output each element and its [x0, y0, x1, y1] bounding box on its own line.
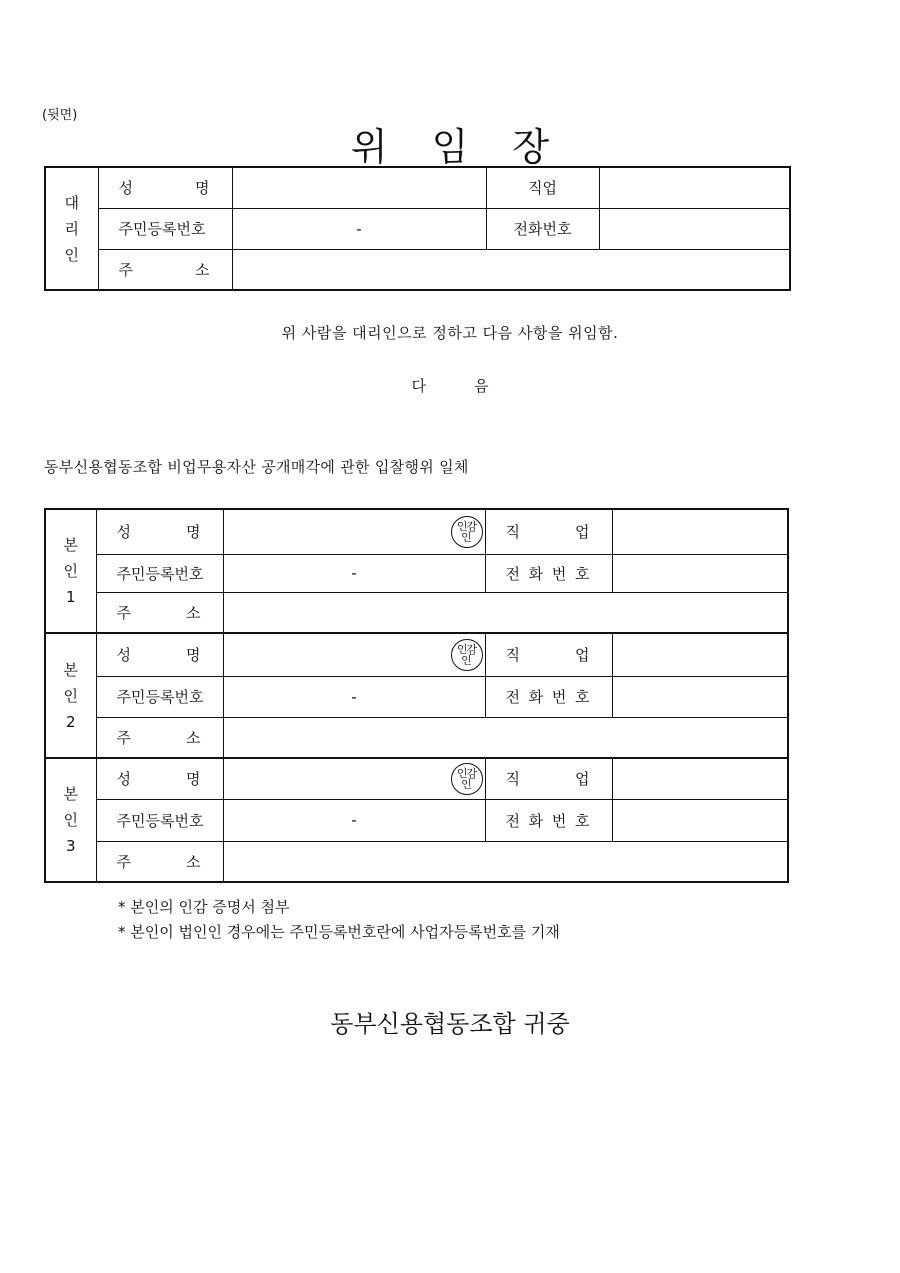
principal-3-name-label [96, 758, 223, 799]
heading-char: 음 [474, 377, 489, 395]
label-char: 화 [528, 564, 544, 583]
principal-3-job-field[interactable] [612, 758, 788, 799]
principal-1-job-label [485, 509, 612, 554]
principal-2-phone-field[interactable] [612, 676, 788, 717]
agent-rrn-label: 주민등록번호 [98, 208, 232, 249]
addressee: 동부신용협동조합 귀중 [330, 1010, 570, 1038]
label-char: 주 [116, 728, 131, 747]
agent-rrn-field[interactable]: - [232, 208, 486, 249]
principal-3-rrn-field[interactable]: - [223, 799, 485, 841]
label-char: 직 [505, 770, 520, 789]
label-char: 전 [505, 688, 520, 706]
principal-1-rrn-field[interactable]: - [223, 554, 485, 592]
label-char: 성 [116, 523, 131, 542]
label-char: 명 [186, 770, 201, 789]
label-char: 전 [505, 564, 520, 583]
title-char: 위 [350, 125, 388, 169]
agent-job-field[interactable] [599, 167, 790, 208]
label-char: 전 [505, 811, 520, 830]
seal-text: 인감 [456, 766, 477, 780]
label-char: 화 [528, 811, 544, 830]
principal-2-name-label [96, 633, 223, 676]
principal-1-phone-field[interactable] [612, 554, 788, 592]
principal-3-side-label [45, 758, 96, 882]
principal-3-address-field[interactable] [223, 841, 788, 882]
label-char: 번 [551, 811, 567, 830]
side-char: 본 [63, 536, 78, 554]
label-char: 화 [528, 688, 544, 706]
label-char: 주 [116, 603, 131, 622]
seal-text: 인감 [456, 519, 477, 533]
label-char: 번 [551, 564, 567, 583]
label-char: 성 [116, 770, 131, 789]
principal-3-phone-field[interactable] [612, 799, 788, 841]
agent-job-label: 직업 [486, 167, 599, 208]
side-char: 본 [63, 660, 78, 679]
agent-side-label [45, 167, 98, 290]
label-char: 소 [186, 728, 201, 747]
agent-table [44, 166, 791, 291]
label-char: 호 [574, 688, 590, 706]
principal-1-side-label [45, 509, 96, 633]
principal-2-job-field[interactable] [612, 633, 788, 676]
agent-address-field[interactable] [232, 249, 790, 290]
seal-text: 인 [461, 777, 472, 791]
note-seal-certificate: * 본인의 인감 증명서 첨부 [118, 898, 290, 916]
label-char: 번 [551, 688, 567, 706]
agent-name-label [98, 167, 232, 208]
label-char: 소 [186, 852, 201, 871]
principal-3-rrn-label: 주민등록번호 [96, 799, 223, 841]
principal-2-rrn-field[interactable]: - [223, 676, 485, 717]
label-char: 호 [574, 811, 590, 830]
agent-side-char: 인 [64, 245, 79, 264]
side-char: 본 [63, 785, 78, 803]
label-char: 직 [505, 523, 520, 542]
principal-2-address-field[interactable] [223, 717, 788, 758]
label-char: 주 [118, 260, 133, 279]
principal-1-address-label [96, 592, 223, 633]
label-char: 소 [186, 603, 201, 622]
principal-2-side-label [45, 633, 96, 758]
side-char: 인 [63, 811, 78, 829]
document-title [0, 116, 900, 171]
label-char: 호 [574, 564, 590, 583]
seal-stamp-icon [451, 516, 483, 548]
title-char: 장 [512, 125, 550, 169]
label-char: 직 [505, 646, 520, 665]
seal-text: 인 [461, 653, 472, 667]
label-char: 명 [195, 179, 210, 198]
principal-3-name-field[interactable] [223, 758, 485, 799]
principal-1-name-field[interactable] [223, 509, 485, 554]
side-char: 인 [63, 562, 78, 580]
principal-2-rrn-label: 주민등록번호 [96, 676, 223, 717]
principal-1-job-field[interactable] [612, 509, 788, 554]
label-char: 명 [186, 523, 201, 542]
agent-side-char: 리 [64, 219, 79, 238]
principal-1-rrn-label: 주민등록번호 [96, 554, 223, 592]
label-char: 업 [575, 523, 590, 542]
principals-table [44, 508, 789, 883]
principal-1-name-label [96, 509, 223, 554]
principal-2-name-field[interactable] [223, 633, 485, 676]
seal-text: 인감 [456, 642, 477, 656]
following-heading [0, 375, 900, 396]
principal-2-job-label [485, 633, 612, 676]
label-char: 성 [118, 179, 133, 198]
principal-1-phone-label [485, 554, 612, 592]
principal-3-address-label [96, 841, 223, 882]
principal-2-phone-label [485, 676, 612, 717]
agent-side-char: 대 [64, 193, 79, 212]
side-char: 1 [65, 588, 76, 606]
delegation-scope: 동부신용협동조합 비업무용자산 공개매각에 관한 입찰행위 일체 [44, 458, 469, 476]
title-char: 임 [431, 125, 469, 169]
label-char: 명 [186, 646, 201, 665]
principal-2-address-label [96, 717, 223, 758]
side-char: 2 [65, 712, 76, 731]
side-char: 3 [65, 837, 76, 855]
seal-text: 인 [461, 530, 472, 544]
label-char: 업 [575, 770, 590, 789]
note-corporation: * 본인이 법인인 경우에는 주민등록번호란에 사업자등록번호를 기재 [118, 923, 560, 941]
seal-stamp-icon [451, 763, 483, 795]
label-char: 업 [575, 646, 590, 665]
agent-name-field[interactable] [232, 167, 486, 208]
principal-3-job-label [485, 758, 612, 799]
principal-3-phone-label [485, 799, 612, 841]
label-char: 주 [116, 852, 131, 871]
agent-phone-label: 전화번호 [486, 208, 599, 249]
principal-1-address-field[interactable] [223, 592, 788, 633]
agent-address-label [98, 249, 232, 290]
agent-phone-field[interactable] [599, 208, 790, 249]
label-char: 소 [195, 260, 210, 279]
delegation-sentence: 위 사람을 대리인으로 정하고 다음 사항을 위임함. [281, 324, 619, 342]
side-char: 인 [63, 686, 78, 705]
heading-char: 다 [411, 377, 426, 395]
seal-stamp-icon [451, 639, 483, 671]
back-side-label: (뒷면) [42, 108, 78, 123]
label-char: 성 [116, 646, 131, 665]
